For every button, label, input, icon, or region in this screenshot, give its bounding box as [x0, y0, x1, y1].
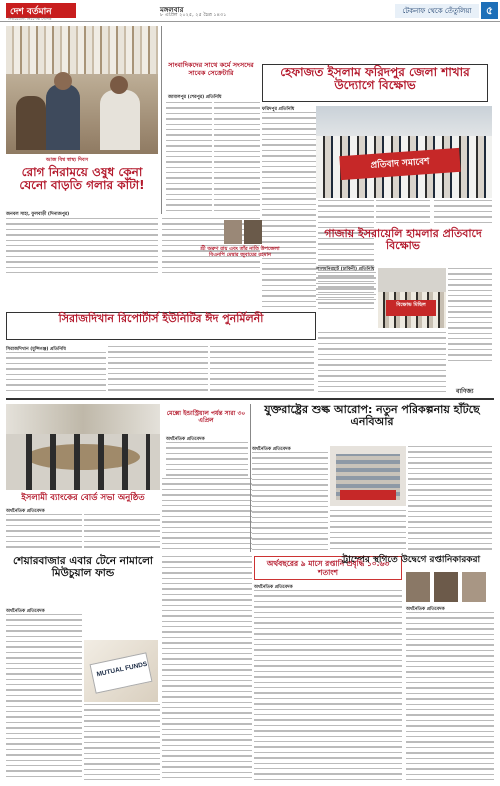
- gaza-headline: গাজায় ইসরায়েলি হামলার প্রতিবাদে বিক্ষোভ: [324, 227, 482, 253]
- section-divider: [6, 398, 494, 400]
- obituary-portrait-2: [244, 220, 262, 244]
- hefazat-body-col4: [434, 200, 492, 224]
- edition-banner: টেকনাফ থেকে তেঁতুলিয়া: [395, 4, 479, 18]
- side-column-byline: জামালপুর (শেরপুর) প্রতিনিধি: [168, 95, 222, 100]
- side-column-body: [166, 102, 212, 214]
- mutual-fund-byline: অর্থনৈতিক প্রতিবেদক: [6, 609, 45, 614]
- side-column-body-col2: [214, 102, 260, 214]
- exports-headline: অর্থবছরের ৯ মাসে রপ্তানি প্রবৃদ্ধি ১০.৬৩ শতাংশ: [254, 556, 402, 580]
- mutual-funds-label: MUTUAL FUNDS: [96, 660, 148, 679]
- column-divider: [161, 26, 162, 214]
- reporters-unity-body-col3: [210, 346, 314, 392]
- pharmacy-photo: [6, 26, 158, 154]
- page-number: ৫: [481, 2, 498, 19]
- us-tariff-body-col2: [330, 510, 406, 552]
- nbr-building-photo: [330, 446, 406, 506]
- gaza-body-col3: [318, 332, 446, 392]
- exporter-portrait-2: [434, 572, 458, 602]
- fair-title: মেক্সো ইন্ডাস্ট্রিয়াল পর্যন্ত সারা ৩০ এপ্রিল: [166, 410, 246, 425]
- us-tariff-body-col3: [408, 446, 492, 552]
- gaza-body: [316, 272, 376, 304]
- islami-bank-body-col3: [162, 478, 252, 552]
- board-meeting-photo: [6, 404, 160, 490]
- hefazat-protest-photo: [316, 106, 492, 198]
- reporters-unity-headline: সিরাজদিখান রিপোর্টার্স ইউনিটির ঈদ পুনর্মিলনী: [58, 312, 264, 325]
- trump-pause-body: [406, 612, 494, 780]
- date-line: ৮ এপ্রিল ২০২৫, ২৫ চৈত্র ১৪৩১: [160, 12, 227, 18]
- mutual-fund-body-col3: [162, 556, 252, 780]
- obituary-portrait-1: [224, 220, 242, 244]
- page-header: [0, 0, 500, 22]
- islami-bank-body-col2: [84, 514, 160, 552]
- health-day-headline: রোগ নিরাময়ে ওষুধ কেনা যেনো বাড়তি গলার কাঁটা!: [19, 165, 145, 193]
- exporter-portrait-3: [462, 572, 486, 602]
- hefazat-body: [262, 112, 316, 312]
- protest-banner-text: প্রতিবাদ সমাবেশ: [370, 156, 430, 172]
- health-day-body: [6, 218, 158, 276]
- obituary-title: শ্রী অরুণ রায় এবং তাঁর নাতি উপজেলা বিএনপি মেম্বার জুবায়ের রহমান: [200, 246, 280, 258]
- hefazat-headline: হেফাজত ইসলাম ফরিদপুর জেলা শাখার উদ্যোগে বিক্ষোভ: [280, 65, 470, 93]
- health-day-caption: আজ বিশ্ব স্বাস্থ্য দিবস: [46, 157, 88, 163]
- masthead-logo: দেশ বর্তমান: [6, 3, 76, 18]
- side-column-title: সাংবাদিকদের সাথে কর্মে সংসদের সাবেক সেক্রেটারি: [168, 61, 254, 77]
- masthead-tagline: নির্ভরযোগ্য নিরপেক্ষ দৈনিক: [8, 16, 52, 21]
- islami-bank-byline: অর্থনৈতিক প্রতিবেদক: [6, 509, 45, 514]
- reporters-unity-body: [6, 352, 106, 392]
- hefazat-body-col3: [376, 200, 430, 224]
- reporters-unity-byline: সিরাজদিখান (মুন্সিগঞ্জ) প্রতিনিধি: [6, 347, 66, 352]
- islami-bank-headline: ইসলামী ব্যাংকের বোর্ড সভা অনুষ্ঠিত: [21, 493, 145, 503]
- trump-pause-byline: অর্থনৈতিক প্রতিবেদক: [406, 607, 445, 612]
- exports-byline: অর্থনৈতিক প্রতিবেদক: [254, 585, 293, 590]
- health-day-byline: জনবল সাহা, ফুলবাড়ী (দিনাজপুর): [6, 212, 70, 217]
- fair-body: [166, 442, 248, 476]
- hefazat-byline: ফরিদপুর প্রতিনিধি: [262, 107, 295, 112]
- gaza-body-col2: [448, 268, 492, 364]
- exporter-portrait-1: [406, 572, 430, 602]
- weekday: মঙ্গলবার: [160, 6, 184, 14]
- column-divider-2: [250, 404, 251, 552]
- mutual-fund-headline: শেয়ারবাজার এবার টেনে নামালো মিউচুয়াল ফান্ড: [13, 555, 153, 579]
- trump-pause-headline: ট্রাম্পের স্থগিতে উদ্বেগে রপ্তানিকারকরা: [341, 555, 481, 565]
- us-tariff-headline: যুক্তরাষ্ট্রের শুল্ক আরোপ: নতুন পরিকল্পনায় হাঁটছে এনবিআর: [264, 403, 480, 429]
- islami-bank-body: [6, 514, 82, 552]
- reporters-unity-body-col2: [108, 346, 208, 392]
- mutual-fund-body-col2: [84, 704, 160, 780]
- us-tariff-body: [252, 452, 328, 552]
- gaza-protest-photo: [378, 268, 446, 328]
- gaza-banner-text: বিক্ষোভ মিছিল: [396, 302, 426, 308]
- mutual-fund-body: [6, 614, 82, 780]
- gaza-byline: লালমনিরহাট (ঢাকিনী) প্রতিনিধি: [316, 267, 375, 272]
- fair-byline: অর্থনৈতিক প্রতিবেদক: [166, 437, 205, 442]
- commerce-section-tag: বাণিজ্য: [456, 388, 474, 395]
- us-tariff-byline: অর্থনৈতিক প্রতিবেদক: [252, 447, 291, 452]
- exports-body: [254, 590, 402, 780]
- mutual-funds-photo: [84, 640, 158, 702]
